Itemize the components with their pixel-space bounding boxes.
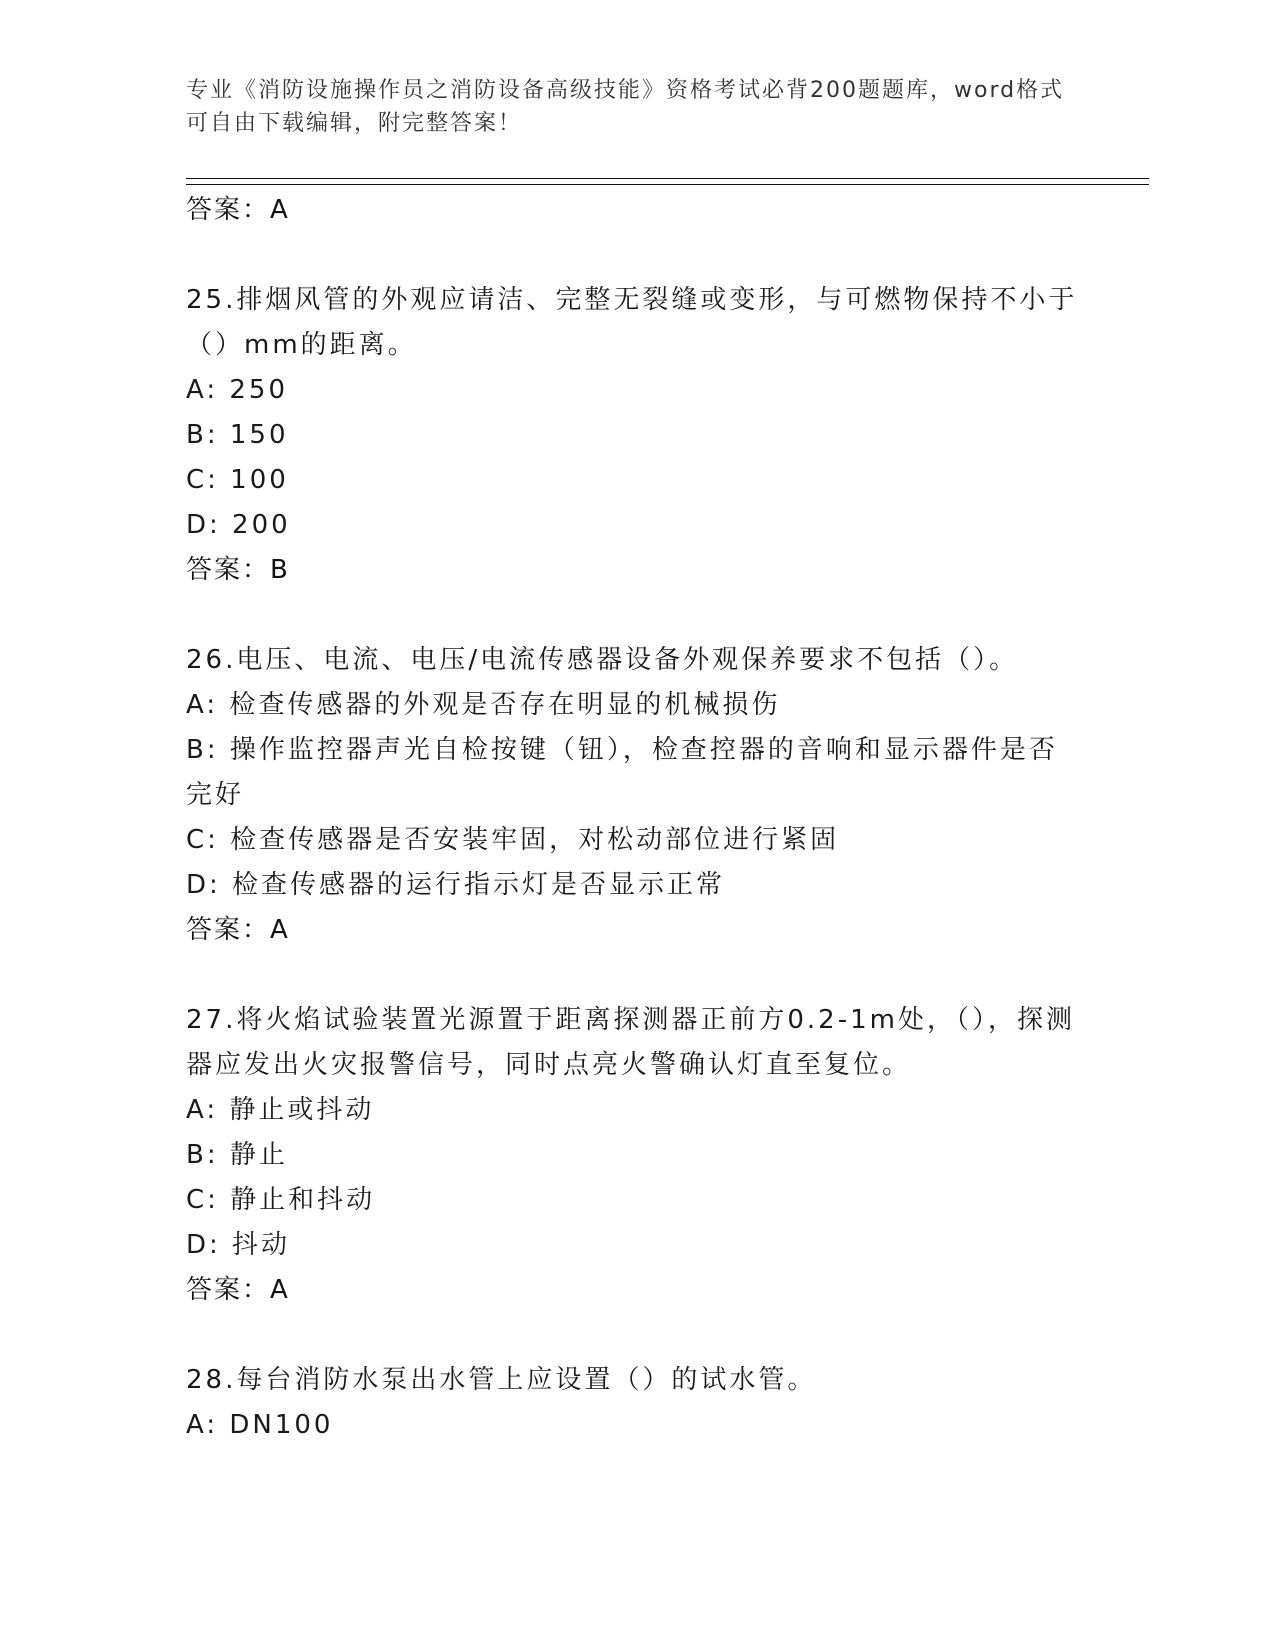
- answer-line: [186, 188, 1086, 233]
- answer-value: A: [270, 195, 290, 225]
- option-b: B: 150: [186, 420, 289, 450]
- question-list: [186, 188, 1086, 1448]
- question-block: [186, 278, 1086, 593]
- question-block: [186, 638, 1086, 953]
- document-header: 专业《消防设施操作员之消防设备高级技能》资格考试必背200题题库，word格式可自由下载编辑，附完整答案！: [186, 78, 1065, 136]
- question-text: 26.电压、电流、电压/电流传感器设备外观保养要求不包括（）。: [186, 645, 1019, 675]
- option-c: C: 检查传感器是否安装牢固，对松动部位进行紧固: [186, 825, 840, 855]
- option-a: A: 250: [186, 375, 288, 405]
- question-text: 28.每台消防水泵出水管上应设置（）的试水管。: [186, 1365, 817, 1395]
- header-divider-top: [186, 178, 1149, 179]
- option-a: A: DN100: [186, 1410, 334, 1440]
- answer-line: [186, 1268, 1086, 1313]
- option-d: D: 抖动: [186, 1230, 291, 1260]
- option-b: B: 操作监控器声光自检按键（钮），检查控器的音响和显示器件是否完好: [186, 735, 1058, 810]
- option-a: A: 检查传感器的外观是否存在明显的机械损伤: [186, 690, 781, 720]
- option-c: C: 100: [186, 465, 289, 495]
- answer-line: [186, 548, 1086, 593]
- option-d: D: 200: [186, 510, 291, 540]
- answer-value: B: [270, 555, 290, 585]
- header-divider-bottom: [186, 184, 1149, 185]
- question-text: 25.排烟风管的外观应请洁、完整无裂缝或变形，与可燃物保持不小于（）mm的距离。: [186, 285, 1078, 360]
- question-text: 27.将火焰试验装置光源置于距离探测器正前方0.2-1m处，（），探测器应发出火灾报警信号，同时点亮火警确认灯直至复位。: [186, 1005, 1075, 1080]
- option-b: B: 静止: [186, 1140, 288, 1170]
- answer-label: 答案：: [186, 915, 271, 945]
- answer-label: 答案：: [186, 555, 271, 585]
- answer-value: A: [270, 915, 290, 945]
- question-block: [186, 998, 1086, 1313]
- question-block: [186, 1358, 1086, 1448]
- answer-label: 答案：: [186, 195, 271, 225]
- option-c: C: 静止和抖动: [186, 1185, 376, 1215]
- answer-line: [186, 908, 1086, 953]
- option-d: D: 检查传感器的运行指示灯是否显示正常: [186, 870, 726, 900]
- option-a: A: 静止或抖动: [186, 1095, 375, 1125]
- answer-label: 答案：: [186, 1275, 271, 1305]
- answer-value: A: [270, 1275, 290, 1305]
